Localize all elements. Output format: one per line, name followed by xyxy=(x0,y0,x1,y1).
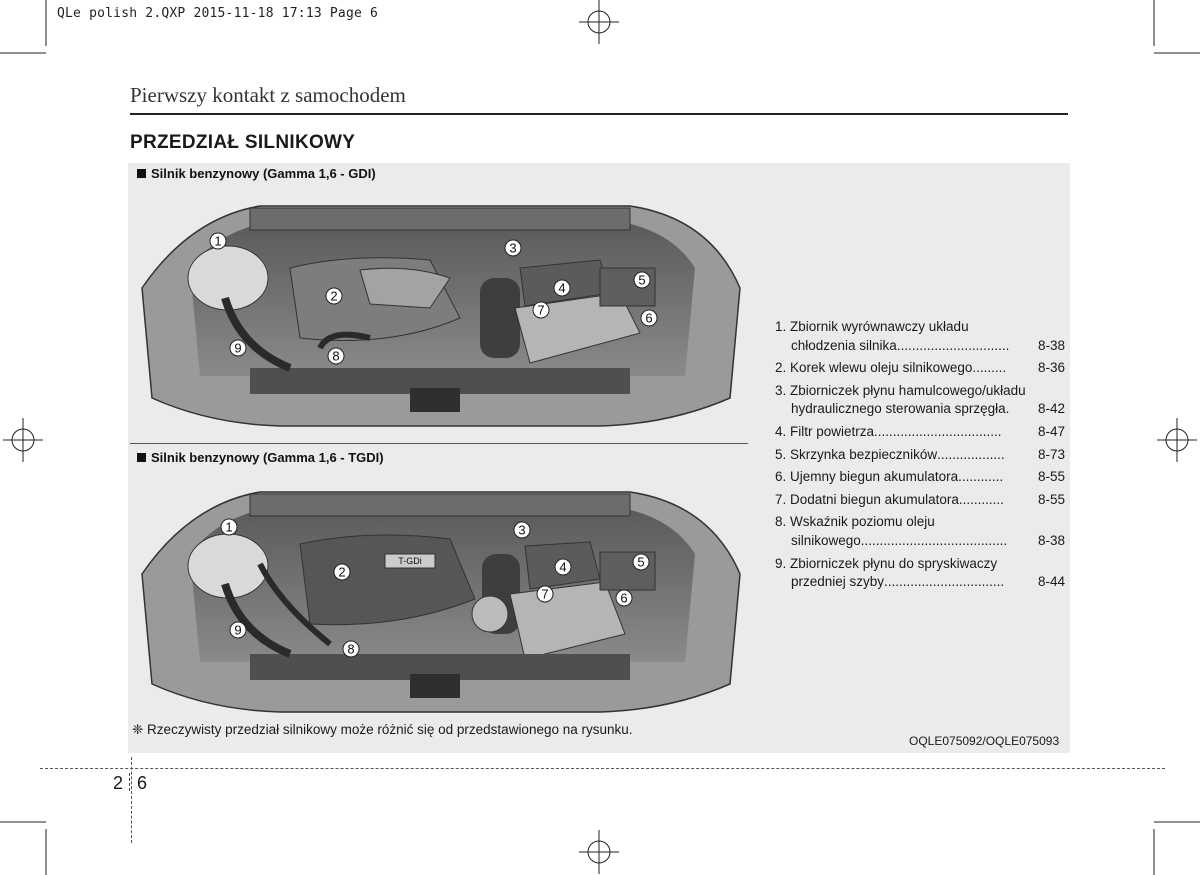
svg-text:3: 3 xyxy=(518,522,526,538)
svg-text:3: 3 xyxy=(509,240,517,256)
page-number xyxy=(113,773,147,794)
legend-item-7: 7. Dodatni biegun akumulatora ............ 8-55 xyxy=(775,491,1065,507)
svg-text:8: 8 xyxy=(332,348,340,364)
engine-illustration-gdi xyxy=(130,198,750,438)
figure-2-caption: Silnik benzynowy (Gamma 1,6 - TGDI) xyxy=(137,450,384,465)
svg-text:2: 2 xyxy=(338,564,346,580)
title-rule xyxy=(130,113,1068,115)
figure-divider xyxy=(130,443,748,444)
registration-mark-left xyxy=(3,418,43,462)
svg-text:5: 5 xyxy=(637,554,645,570)
section-title: Pierwszy kontakt z samochodem xyxy=(130,83,406,107)
svg-text:5: 5 xyxy=(638,272,646,288)
callout-9 xyxy=(230,340,246,356)
legend-item-8: 8. Wskaźnik poziomu oleju silnikowego ....................................... 8-38 xyxy=(775,514,1065,548)
page-number-value: 6 xyxy=(137,773,148,793)
callout-7 xyxy=(533,302,549,318)
engine-illustration-tgdi xyxy=(130,484,750,722)
callout-5 xyxy=(634,272,650,288)
legend-item-1: 1. Zbiornik wyrównawczy układu chłodzenia silnika .............................. 8-38 xyxy=(775,319,1065,353)
image-code: OQLE075092/OQLE075093 xyxy=(909,734,1060,748)
svg-text:4: 4 xyxy=(558,280,566,296)
callout-1 xyxy=(210,233,226,249)
registration-mark-top xyxy=(579,0,619,44)
legend-item-3: 3. Zbiorniczek płynu hamulcowego/układu hydraulicznego sterowania sprzęgła . 8-42 xyxy=(775,382,1065,417)
callout-3 xyxy=(514,522,530,538)
svg-text:6: 6 xyxy=(620,590,628,606)
callout-9 xyxy=(230,622,246,638)
registration-mark-bottom xyxy=(579,830,619,874)
svg-text:9: 9 xyxy=(234,622,242,638)
legend-item-4: 4. Filtr powietrza .................................. 8-47 xyxy=(775,423,1065,439)
svg-text:7: 7 xyxy=(541,586,549,602)
disclaimer-note: ❈ Rzeczywisty przedział silnikowy może różnić się od przedstawionego na rysunku. xyxy=(132,722,633,737)
callout-8 xyxy=(328,348,344,364)
legend-item-6: 6. Ujemny biegun akumulatora ............ 8-55 xyxy=(775,469,1065,485)
callout-4 xyxy=(555,559,571,575)
component-legend xyxy=(775,318,1065,596)
figure-1-caption: Silnik benzynowy (Gamma 1,6 - GDI) xyxy=(137,166,376,181)
callout-6 xyxy=(616,590,632,606)
footer-dashed-rule xyxy=(40,768,1165,769)
svg-text:7: 7 xyxy=(537,302,545,318)
svg-text:4: 4 xyxy=(559,559,567,575)
legend-item-5: 5. Skrzynka bezpieczników .................. 8-73 xyxy=(775,446,1065,462)
callout-5 xyxy=(633,554,649,570)
engine-badge: T-GDi xyxy=(398,556,422,566)
callout-7 xyxy=(537,586,553,602)
svg-text:2: 2 xyxy=(330,288,338,304)
print-header: QLe polish 2.QXP 2015-11-18 17:13 Page 6 xyxy=(57,6,379,21)
callout-6 xyxy=(641,310,657,326)
svg-text:1: 1 xyxy=(225,519,233,535)
legend-item-2: 2. Korek wlewu oleju silnikowego ......... 8-36 xyxy=(775,360,1065,376)
callout-3 xyxy=(505,240,521,256)
legend-item-9: 9. Zbiorniczek płynu do spryskiwaczy przedniej szyby ................................ 8-44 xyxy=(775,555,1065,590)
svg-text:8: 8 xyxy=(347,641,355,657)
svg-text:1: 1 xyxy=(214,233,222,249)
svg-text:6: 6 xyxy=(645,310,653,326)
chapter-heading: PRZEDZIAŁ SILNIKOWY xyxy=(130,132,356,153)
callout-8 xyxy=(343,641,359,657)
chapter-number: 2 xyxy=(113,773,124,793)
callout-2 xyxy=(334,564,350,580)
registration-mark-right xyxy=(1157,418,1197,462)
footer-vertical-guide xyxy=(131,757,132,843)
svg-text:9: 9 xyxy=(234,340,242,356)
callout-4 xyxy=(554,280,570,296)
callout-2 xyxy=(326,288,342,304)
callout-1 xyxy=(221,519,237,535)
